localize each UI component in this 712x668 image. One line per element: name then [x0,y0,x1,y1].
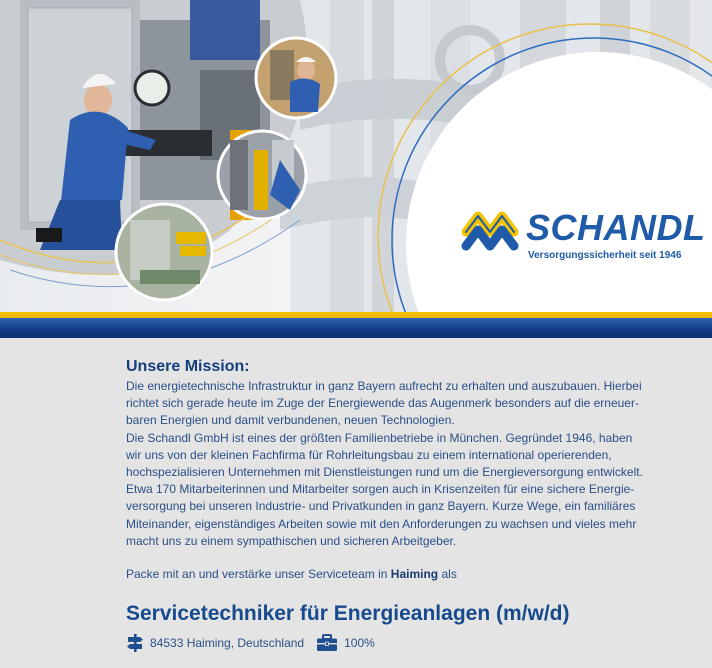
logo-tagline: Versorgungssicherheit seit 1946 [528,250,682,261]
call-text-after: als [438,567,457,582]
hero-banner [0,0,712,312]
mission-line: Miteinander, eigenständiges Arbeiten sowie mit den Anforderungen zu wachsen und vieles mehr [126,516,637,531]
job-location-text: 84533 Haiming, Deutschland [150,636,305,651]
mission-line: macht uns zu einem sympathischen und sicheren Arbeitgeber. [126,533,457,548]
call-location: Haiming [390,567,439,582]
job-ad-content [126,358,686,653]
mission-text [126,378,686,550]
signpost-icon [126,633,144,653]
photo-circle-bottom [116,204,212,300]
photo-circle-middle [218,131,306,219]
company-logo[interactable] [460,200,706,270]
mission-line: Die energietechnische Infrastruktur in ganz Bayern aufrecht zu erhalten und auszubauen. Hierbei [126,379,642,393]
briefcase-icon [316,634,338,652]
job-location [126,633,304,653]
call-text-before: Packe mit an und verstärke unser Serviceteam in [126,567,391,582]
mission-line: baren Energien und damit verbundenen, neuen Technologien. [126,413,455,428]
mission-line: versorgung bei unseren Industrie- und Privatkunden in ganz Bayern. Kurze Wege, ein familiäres [126,499,636,514]
mission-line: Etwa 170 Mitarbeiterinnen und Mitarbeiter sorgen auch in Krisenzeiten für eine sichere Energie- [126,482,635,497]
logo-name: SCHANDL [526,207,706,248]
logo-mark-icon [460,202,524,262]
job-workload [316,634,375,652]
mission-title: Unsere Mission: [126,358,250,375]
blue-stripe [0,318,712,338]
job-meta [126,633,686,653]
job-title: Servicetechniker für Energieanlagen (m/w/d) [126,602,570,626]
job-workload-text: 100% [344,636,375,651]
mission-line: richtet sich gerade heute im Zuge der Energiewende das Augenmerk besonders auf die erneuer- [126,396,639,411]
mission-line: wir uns von der kleinen Fachfirma für Rohrleitungsbau zu einem international operierenden, [126,447,612,462]
call-to-action [126,566,686,583]
mission-line: hochspezialisieren Unternehmen mit Dienstleistungen rund um die Energieversorgung entwickelt. [126,465,643,480]
mission-line: Die Schandl GmbH ist eines der größten Familienbetriebe in München. Gegründet 1946, haben [126,430,633,445]
photo-circle-top [256,38,336,118]
